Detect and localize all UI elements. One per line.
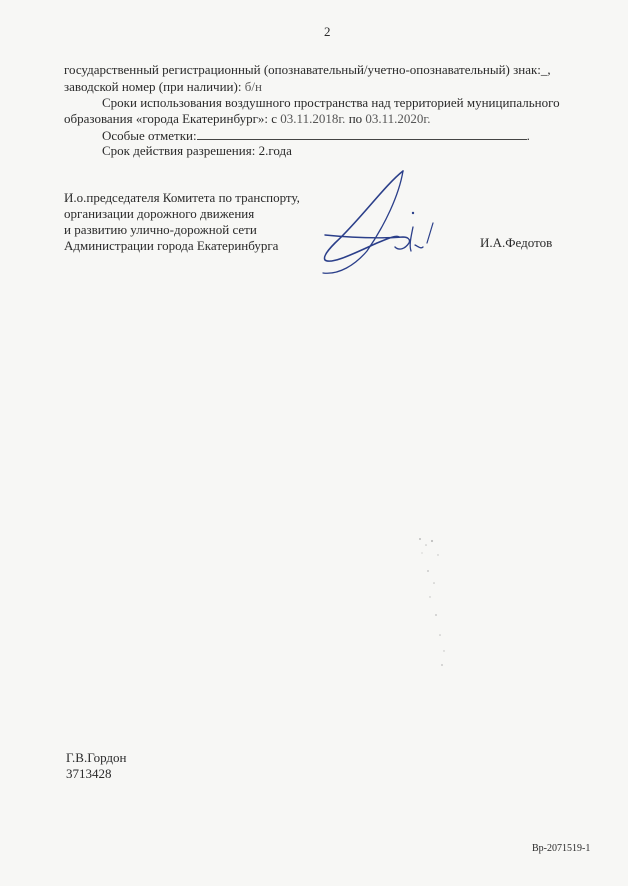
handwritten-signature <box>315 165 455 280</box>
serial-number-line <box>64 79 262 95</box>
page-number: 2 <box>324 24 331 39</box>
document-number: Вр-2071519-1 <box>532 843 591 854</box>
period-by: по <box>348 111 363 126</box>
signatory-title-line-1: И.о.председателя Комитета по транспорту, <box>64 190 300 205</box>
serial-number-label: заводской номер (при наличии): <box>64 79 242 94</box>
period-to: 03.11.2020г. <box>365 111 431 126</box>
special-notes-blank <box>197 127 527 140</box>
signatory-title-line-3: и развитию улично-дорожной сети <box>64 222 257 237</box>
executor-name: Г.В.Гордон <box>66 750 127 765</box>
serial-number-value: б/н <box>244 79 262 94</box>
permit-validity-line: Срок действия разрешения: 2.года <box>102 143 292 158</box>
special-notes-line: Особые отметки: . <box>102 128 530 143</box>
registration-mark-line: государственный регистрационный (опознавательный/учетно-опознавательный) знак:_, <box>64 62 551 77</box>
airspace-usage-line: Сроки использования воздушного пространства над территорией муниципального <box>102 95 560 110</box>
signer-name: И.А.Федотов <box>480 235 553 250</box>
airspace-period-line <box>64 111 431 127</box>
executor-block <box>66 750 127 782</box>
special-notes-label: Особые отметки: <box>102 128 197 143</box>
scan-noise <box>400 525 460 675</box>
signatory-title-line-2: организации дорожного движения <box>64 206 255 221</box>
signatory-title-line-4: Администрации города Екатеринбурга <box>64 238 279 253</box>
period-from: 03.11.2018г. <box>280 111 346 126</box>
executor-phone: 3713428 <box>66 766 112 781</box>
signatory-title <box>64 190 300 254</box>
period-prefix: образования «города Екатеринбург»: с <box>64 111 278 126</box>
